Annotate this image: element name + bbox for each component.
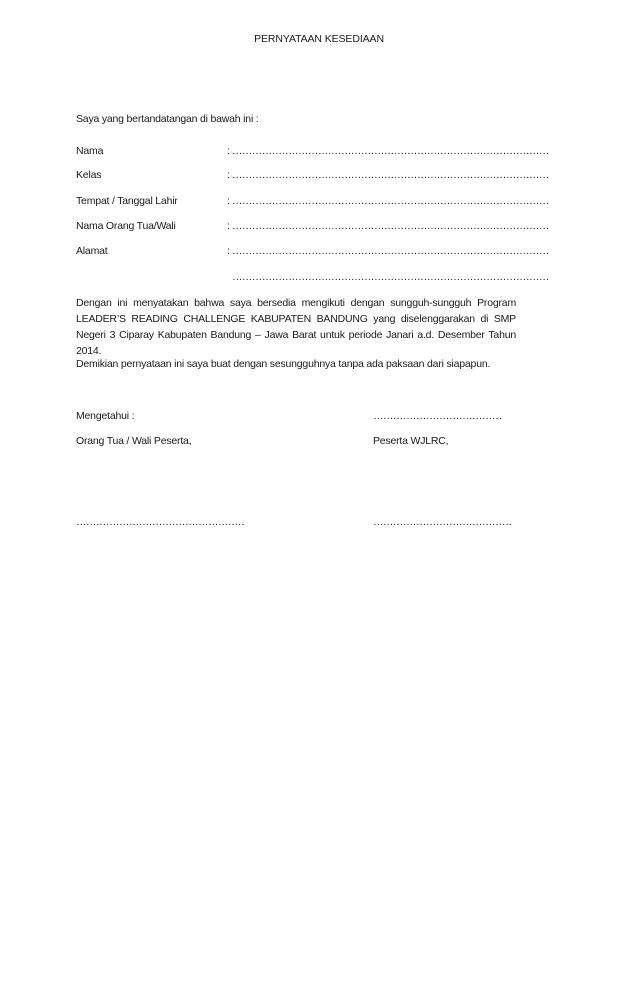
field-fill-line: ……………………………………………………………………………………: [232, 245, 549, 257]
field-label: Nama Orang Tua/Wali: [76, 220, 176, 232]
field-colon: :: [227, 245, 230, 257]
field-colon: :: [227, 220, 230, 232]
closing-paragraph: Demikian pernyataan ini saya buat dengan sesungguhnya tanpa ada paksaan dari siapapun.: [76, 358, 491, 370]
field-label: Nama: [76, 145, 104, 157]
field-fill-line: ……………………………………………………………………………………: [232, 220, 549, 232]
field-row-tempat-tanggal-lahir: [76, 195, 549, 209]
signature-date-line: …………………………………: [373, 410, 502, 422]
signature-left-line: ……………………………………………: [76, 516, 245, 528]
field-fill-line: ……………………………………………………………………………………: [232, 145, 549, 157]
field-colon: :: [227, 195, 230, 207]
address-continuation-line: ……………………………………………………………………………………: [232, 271, 549, 283]
field-fill-line: ……………………………………………………………………………………: [232, 195, 549, 207]
field-label: Alamat: [76, 245, 108, 257]
document-title: PERNYATAAN KESEDIAAN: [254, 33, 384, 45]
signature-left-role: Orang Tua / Wali Peserta,: [76, 435, 192, 447]
field-fill-line: ……………………………………………………………………………………: [232, 169, 549, 181]
field-label: Tempat / Tanggal Lahir: [76, 195, 178, 207]
field-label: Kelas: [76, 169, 102, 181]
signature-left-heading: Mengetahui :: [76, 410, 135, 422]
field-row-alamat: [76, 245, 549, 259]
signature-right-line: ……………………………………: [373, 516, 512, 528]
field-colon: :: [227, 169, 230, 181]
field-row-nama: [76, 145, 549, 159]
signature-right-role: Peserta WJLRC,: [373, 435, 449, 447]
field-colon: :: [227, 145, 230, 157]
field-row-kelas: [76, 169, 549, 183]
statement-paragraph: Dengan ini menyatakan bahwa saya bersedia mengikuti dengan sungguh-sungguh Program LEADER’S READING CHALLENGE KABUPATEN BANDUNG yang diselenggarakan di SMP Negeri 3 Ciparay Kabupaten Bandung – Jawa Barat untuk periode Janari a.d. Desember Tahun 2014.: [76, 297, 516, 357]
field-row-nama-orang-tua-wali: [76, 220, 549, 234]
intro-text: Saya yang bertandatangan di bawah ini :: [76, 113, 259, 125]
